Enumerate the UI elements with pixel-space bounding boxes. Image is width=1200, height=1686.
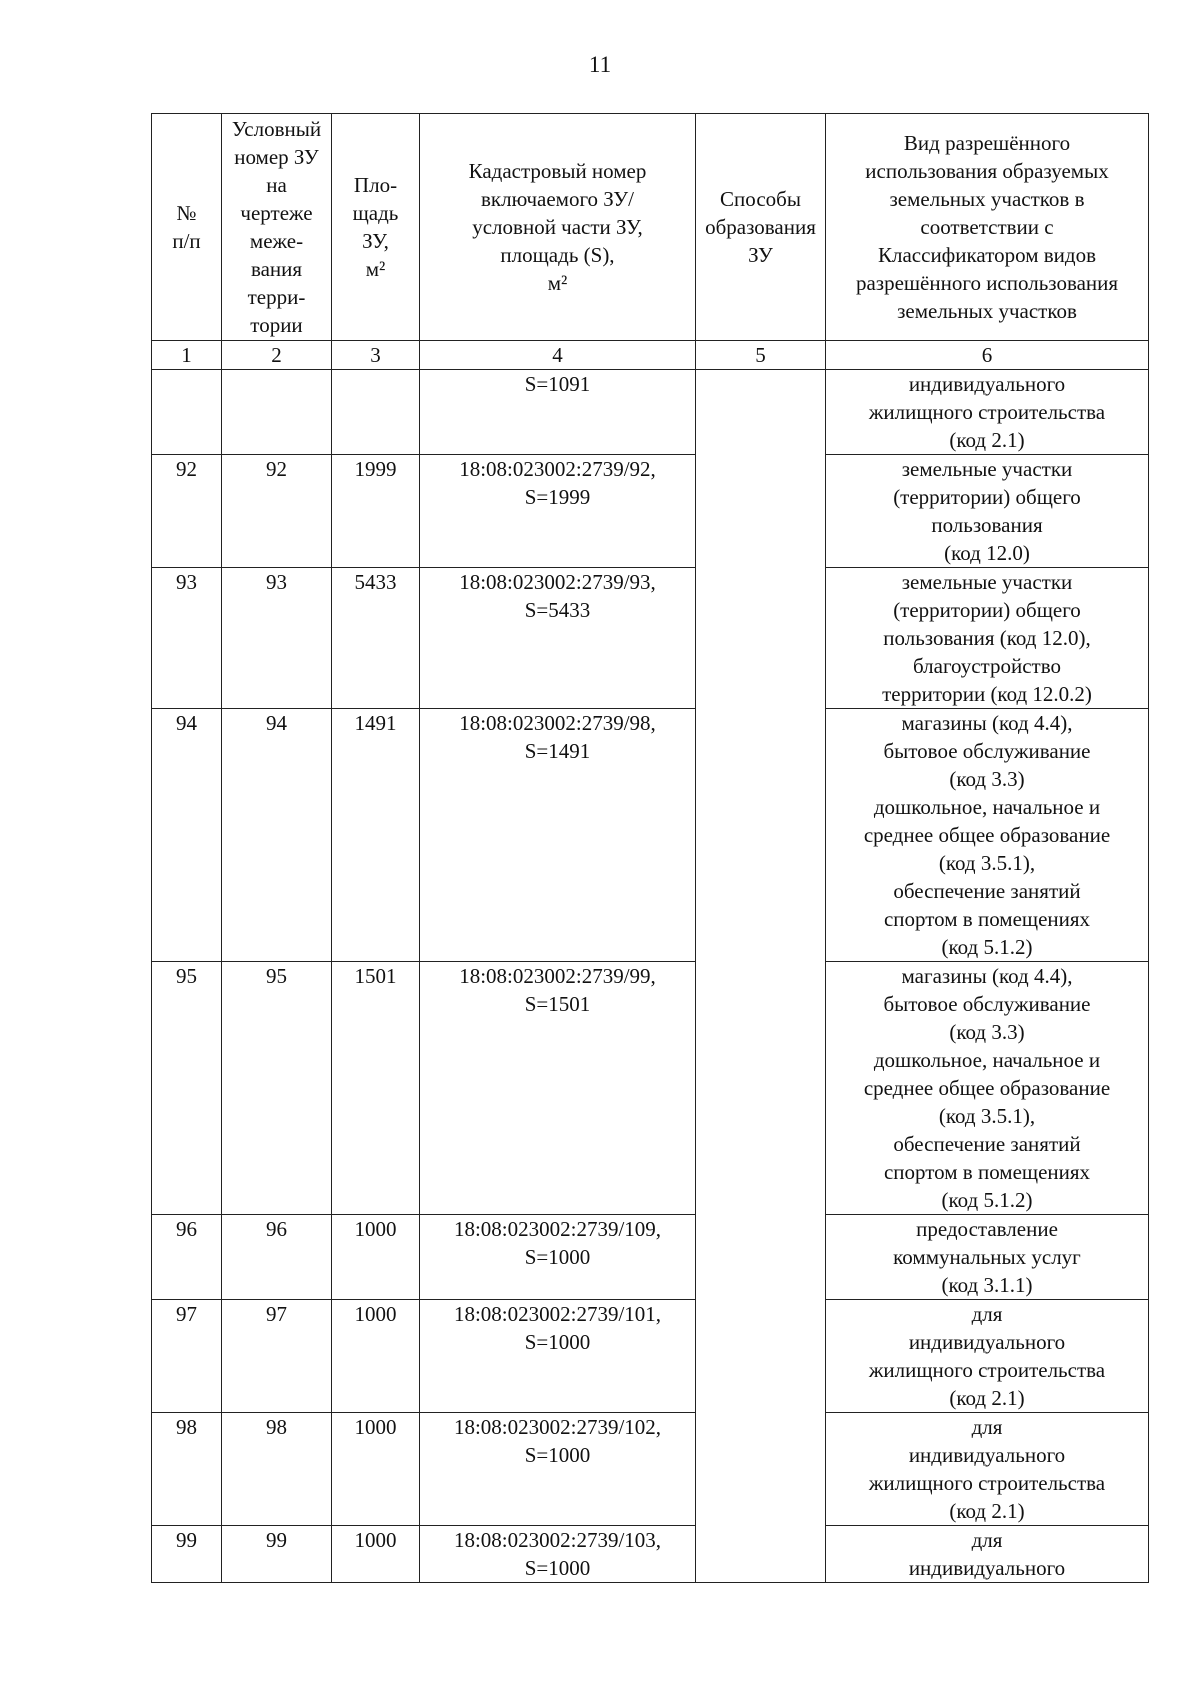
conditional-number-cell: 99 (222, 1526, 332, 1583)
permitted-use-cell (826, 1526, 1149, 1583)
permitted-use-line: для (971, 1415, 1003, 1439)
area-cell: 1000 (332, 1300, 420, 1413)
conditional-number-cell: 97 (222, 1300, 332, 1413)
cadastral-line: 18:08:023002:2739/109, (453, 1217, 662, 1241)
table-row (152, 455, 1149, 568)
permitted-use-cell (826, 1300, 1149, 1413)
row-index-cell: 98 (152, 1413, 222, 1526)
permitted-use-line: (территории) общего (893, 485, 1081, 509)
header-line: Способы (720, 187, 801, 211)
permitted-use-line: бытовое обслуживание (883, 739, 1091, 763)
permitted-use-line: индивидуального (908, 1443, 1066, 1467)
permitted-use-line: (код 3.5.1), (938, 851, 1036, 875)
permitted-use-line: (код 3.3) (949, 767, 1025, 791)
formation-method-cell (696, 370, 826, 1583)
permitted-use-cell (826, 370, 1149, 455)
permitted-use-line: среднее общее образование (863, 823, 1111, 847)
header-line: тории (250, 313, 303, 337)
page-number: 11 (588, 52, 612, 77)
row-index-cell: 97 (152, 1300, 222, 1413)
header-line: меже- (249, 229, 304, 253)
header-cadastral-number (420, 114, 696, 341)
permitted-use-line: спортом в помещениях (883, 1160, 1091, 1184)
row-index-cell: 92 (152, 455, 222, 568)
permitted-use-line: жилищного строительства (868, 400, 1106, 424)
header-line: Условный (231, 117, 322, 141)
permitted-use-line: обеспечение занятий (893, 1132, 1081, 1156)
area-cell: 5433 (332, 568, 420, 709)
permitted-use-line: индивидуального (908, 1330, 1066, 1354)
table-row (152, 1526, 1149, 1583)
row-index-cell: 96 (152, 1215, 222, 1300)
cadastral-line: S=1000 (524, 1556, 591, 1580)
cadastral-cell (420, 568, 696, 709)
area-cell: 1501 (332, 962, 420, 1215)
cadastral-line: S=1000 (524, 1330, 591, 1354)
area-cell: 1999 (332, 455, 420, 568)
permitted-use-line: обеспечение занятий (893, 879, 1081, 903)
table-row (152, 709, 1149, 962)
area-cell: 1000 (332, 1215, 420, 1300)
permitted-use-line: пользования (код 12.0), (883, 626, 1091, 650)
column-number-row (152, 341, 1149, 370)
header-formation-method (696, 114, 826, 341)
conditional-number-cell (222, 370, 332, 455)
header-line: щадь (352, 201, 399, 225)
header-line: номер ЗУ (234, 145, 319, 169)
header-line: вания (250, 257, 303, 281)
cadastral-cell (420, 1413, 696, 1526)
header-line: образования (705, 215, 816, 239)
header-line: условной части ЗУ, (472, 215, 643, 239)
header-line: м² (547, 271, 568, 295)
permitted-use-line: (код 2.1) (949, 428, 1025, 452)
header-line: включаемого ЗУ/ (480, 187, 635, 211)
cadastral-line: S=1091 (524, 372, 591, 396)
permitted-use-line: (территории) общего (893, 598, 1081, 622)
cadastral-line: S=1000 (524, 1245, 591, 1269)
cadastral-line: S=1491 (524, 739, 591, 763)
permitted-use-line: для (971, 1528, 1003, 1552)
column-number: 5 (696, 341, 826, 370)
land-plots-table (151, 113, 1149, 1583)
permitted-use-line: спортом в помещениях (883, 907, 1091, 931)
permitted-use-line: (код 3.3) (949, 1020, 1025, 1044)
permitted-use-cell (826, 1413, 1149, 1526)
permitted-use-line: (код 2.1) (949, 1499, 1025, 1523)
cadastral-cell (420, 455, 696, 568)
cadastral-line: S=1501 (524, 992, 591, 1016)
table-row (152, 370, 1149, 455)
conditional-number-cell: 95 (222, 962, 332, 1215)
column-number: 4 (420, 341, 696, 370)
header-line: Вид разрешённого (903, 131, 1071, 155)
header-index (152, 114, 222, 341)
permitted-use-line: жилищного строительства (868, 1471, 1106, 1495)
permitted-use-line: среднее общее образование (863, 1076, 1111, 1100)
header-area (332, 114, 420, 341)
conditional-number-cell: 94 (222, 709, 332, 962)
cadastral-line: S=1000 (524, 1443, 591, 1467)
cadastral-cell (420, 370, 696, 455)
permitted-use-line: благоустройство (912, 654, 1061, 678)
permitted-use-line: индивидуального (908, 1556, 1066, 1580)
area-cell: 1000 (332, 1526, 420, 1583)
cadastral-cell (420, 962, 696, 1215)
row-index-cell: 99 (152, 1526, 222, 1583)
table-body (152, 370, 1149, 1583)
cadastral-line: 18:08:023002:2739/101, (453, 1302, 662, 1326)
permitted-use-line: коммунальных услуг (893, 1245, 1081, 1269)
row-index-cell: 95 (152, 962, 222, 1215)
permitted-use-line: (код 5.1.2) (941, 1188, 1033, 1212)
cadastral-cell (420, 709, 696, 962)
permitted-use-line: магазины (код 4.4), (901, 964, 1073, 988)
conditional-number-cell: 96 (222, 1215, 332, 1300)
header-line: земельных участков (897, 299, 1077, 323)
conditional-number-cell: 92 (222, 455, 332, 568)
permitted-use-line: (код 12.0) (944, 541, 1030, 565)
header-line: Пло- (353, 173, 398, 197)
header-line: чертеже (240, 201, 313, 225)
area-cell (332, 370, 420, 455)
header-line: ЗУ, (362, 229, 389, 253)
header-line: на (266, 173, 287, 197)
header-line: разрешённого использования (855, 271, 1119, 295)
permitted-use-line: земельные участки (901, 457, 1073, 481)
header-line: земельных участков в (889, 187, 1085, 211)
header-line: ЗУ (748, 243, 773, 267)
permitted-use-line: для (971, 1302, 1003, 1326)
permitted-use-line: (код 2.1) (949, 1386, 1025, 1410)
cadastral-cell (420, 1526, 696, 1583)
permitted-use-line: индивидуального (908, 372, 1066, 396)
permitted-use-cell (826, 568, 1149, 709)
permitted-use-line: (код 5.1.2) (941, 935, 1033, 959)
header-line: м² (365, 257, 386, 281)
header-row (152, 114, 1149, 341)
table-row (152, 1413, 1149, 1526)
permitted-use-cell (826, 455, 1149, 568)
header-permitted-use (826, 114, 1149, 341)
cadastral-line: 18:08:023002:2739/93, (459, 570, 656, 594)
permitted-use-line: бытовое обслуживание (883, 992, 1091, 1016)
conditional-number-cell: 93 (222, 568, 332, 709)
cadastral-line: 18:08:023002:2739/102, (453, 1415, 662, 1439)
table-row (152, 962, 1149, 1215)
header-line: использования образуемых (865, 159, 1109, 183)
permitted-use-cell (826, 1215, 1149, 1300)
conditional-number-cell: 98 (222, 1413, 332, 1526)
header-line: № (176, 201, 197, 225)
cadastral-line: 18:08:023002:2739/99, (459, 964, 656, 988)
permitted-use-line: магазины (код 4.4), (901, 711, 1073, 735)
permitted-use-cell (826, 962, 1149, 1215)
row-index-cell (152, 370, 222, 455)
area-cell: 1491 (332, 709, 420, 962)
column-number: 6 (826, 341, 1149, 370)
permitted-use-line: (код 3.5.1), (938, 1104, 1036, 1128)
header-line: Классификатором видов (878, 243, 1096, 267)
table-row (152, 568, 1149, 709)
cadastral-line: 18:08:023002:2739/103, (453, 1528, 662, 1552)
permitted-use-line: предоставление (916, 1217, 1058, 1241)
permitted-use-line: дошкольное, начальное и (873, 795, 1101, 819)
cadastral-cell (420, 1300, 696, 1413)
area-cell: 1000 (332, 1413, 420, 1526)
permitted-use-line: территории (код 12.0.2) (882, 682, 1092, 706)
permitted-use-line: пользования (931, 513, 1043, 537)
header-line: площадь (S), (500, 243, 615, 267)
permitted-use-line: (код 3.1.1) (941, 1273, 1033, 1297)
permitted-use-cell (826, 709, 1149, 962)
header-line: п/п (172, 229, 201, 253)
permitted-use-line: дошкольное, начальное и (873, 1048, 1101, 1072)
column-number: 1 (152, 341, 222, 370)
cadastral-line: S=5433 (524, 598, 591, 622)
permitted-use-line: жилищного строительства (868, 1358, 1106, 1382)
cadastral-cell (420, 1215, 696, 1300)
permitted-use-line: земельные участки (901, 570, 1073, 594)
header-line: соответствии с (920, 215, 1054, 239)
table-row (152, 1300, 1149, 1413)
header-line: терри- (247, 285, 306, 309)
row-index-cell: 93 (152, 568, 222, 709)
column-number: 2 (222, 341, 332, 370)
column-number: 3 (332, 341, 420, 370)
header-line: Кадастровый номер (468, 159, 647, 183)
cadastral-line: 18:08:023002:2739/92, (459, 457, 656, 481)
header-conditional-number (222, 114, 332, 341)
cadastral-line: S=1999 (524, 485, 591, 509)
row-index-cell: 94 (152, 709, 222, 962)
table-row (152, 1215, 1149, 1300)
cadastral-line: 18:08:023002:2739/98, (459, 711, 656, 735)
